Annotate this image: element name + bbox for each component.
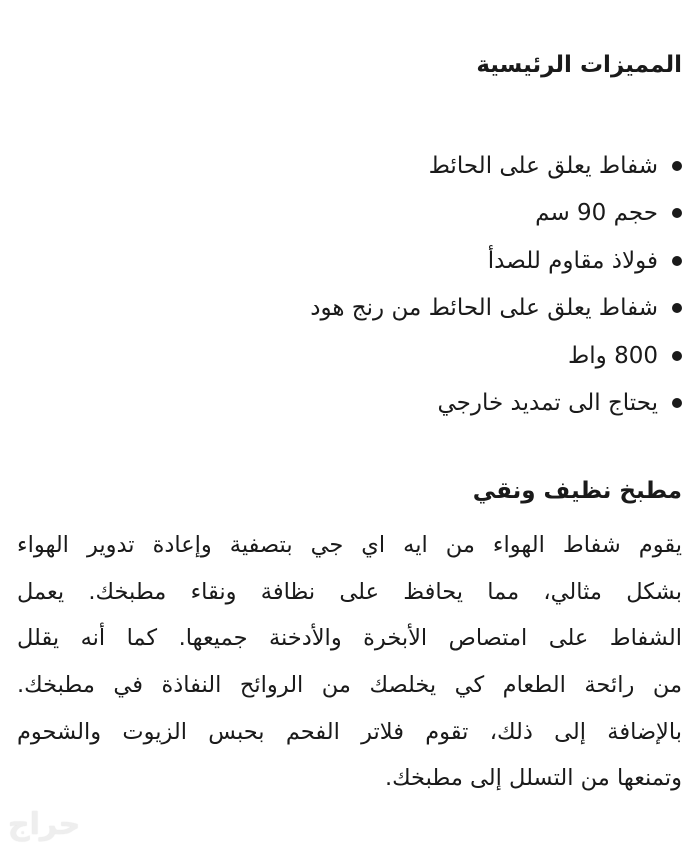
clean-kitchen-paragraph xyxy=(17,522,682,802)
list-item xyxy=(310,190,682,238)
list-item-text: شفاط يعلق على الحائط من رنج هود xyxy=(310,295,658,322)
list-item xyxy=(310,142,682,190)
paragraph-line: الشفاط على امتصاص الأبخرة والأدخنة جميعها. كما أنه يقلل xyxy=(17,625,682,652)
features-list xyxy=(310,142,682,427)
paragraph-line: وتمنعها من التسلل إلى مطبخك. xyxy=(384,765,682,792)
bullet-icon xyxy=(672,303,682,313)
paragraph-line: يقوم شفاط الهواء من ايه اي جي بتصفية وإعادة تدوير الهواء xyxy=(17,532,682,558)
clean-kitchen-heading: مطبخ نظيف ونقي xyxy=(472,478,682,504)
list-item-text: فولاذ مقاوم للصدأ xyxy=(487,247,658,274)
bullet-icon xyxy=(672,161,682,171)
list-item-text: يحتاج الى تمديد خارجي xyxy=(437,390,658,417)
list-item xyxy=(310,380,682,428)
features-heading: المميزات الرئيسية xyxy=(476,52,682,78)
list-item xyxy=(310,237,682,285)
watermark-logo: حراج xyxy=(8,807,81,842)
paragraph-line: بالإضافة إلى ذلك، تقوم فلاتر الفحم بحبس الزيوت والشحوم xyxy=(17,718,682,745)
paragraph-line: بشكل مثالي، مما يحافظ على نظافة ونقاء مطبخك. يعمل xyxy=(17,578,682,605)
paragraph-line: من رائحة الطعام كي يخلصك من الروائح النفاذة في مطبخك. xyxy=(17,672,682,699)
list-item-text: شفاط يعلق على الحائط xyxy=(428,152,658,179)
bullet-icon xyxy=(672,208,682,218)
bullet-icon xyxy=(672,256,682,266)
list-item-text: حجم 90 سم xyxy=(535,200,658,227)
bullet-icon xyxy=(672,351,682,361)
list-item xyxy=(310,332,682,380)
bullet-icon xyxy=(672,398,682,408)
list-item xyxy=(310,285,682,333)
list-item-text: 800 واط xyxy=(568,342,658,369)
